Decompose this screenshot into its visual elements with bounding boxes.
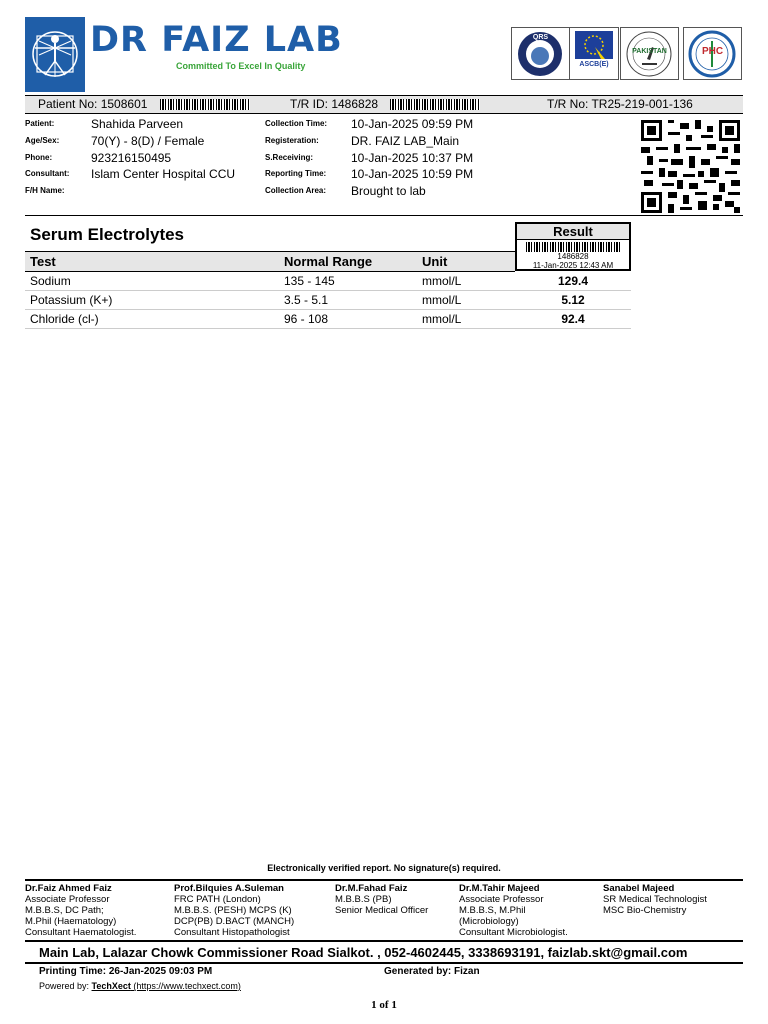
result-header-label: Result bbox=[517, 224, 629, 240]
result-column-header bbox=[515, 222, 631, 271]
consultant-label: Consultant: bbox=[25, 169, 70, 178]
unit: mmol/L bbox=[422, 293, 462, 307]
result-sample-id: 1486828 bbox=[557, 252, 589, 261]
techxect-url[interactable]: (https://www.techxect.com) bbox=[130, 981, 241, 991]
unit: mmol/L bbox=[422, 274, 462, 288]
footer-divider-middle bbox=[25, 940, 743, 942]
footer-divider-bottom bbox=[25, 962, 743, 964]
tr-id-barcode bbox=[390, 96, 480, 113]
table-row bbox=[25, 291, 631, 310]
column-header-test: Test bbox=[30, 254, 56, 269]
result-value: 92.4 bbox=[561, 312, 585, 326]
powered-by-prefix: Powered by: bbox=[39, 981, 92, 991]
doctor-credential: Associate Professor bbox=[25, 894, 110, 905]
patient-number: Patient No: 1508601 bbox=[38, 97, 148, 111]
test-name: Chloride (cl-) bbox=[30, 312, 99, 326]
result-value: 5.12 bbox=[561, 293, 585, 307]
doctor-credential: Consultant Haematologist. bbox=[25, 927, 137, 938]
registration-label: Registeration: bbox=[265, 136, 319, 145]
normal-range: 135 - 145 bbox=[284, 274, 335, 288]
results-table-header bbox=[25, 251, 515, 272]
pakistan-quality-badge bbox=[620, 27, 679, 80]
normal-range: 3.5 - 5.1 bbox=[284, 293, 329, 307]
patient-label: Patient: bbox=[25, 119, 55, 128]
collection-area-label: Collection Area: bbox=[265, 186, 327, 195]
age-sex-label: Age/Sex: bbox=[25, 136, 60, 145]
techxect-link[interactable]: TechXect bbox=[91, 981, 131, 991]
tr-id: T/R ID: 1486828 bbox=[290, 97, 379, 111]
fh-name-label: F/H Name: bbox=[25, 186, 65, 195]
doctor-name: Dr.Faiz Ahmed Faiz bbox=[25, 883, 112, 894]
reporting-time-label: Reporting Time: bbox=[265, 169, 327, 178]
qrs-certification-badge bbox=[511, 27, 570, 80]
ascb-badge-label: ASCB(E) bbox=[579, 61, 609, 68]
doctor-signatory bbox=[174, 883, 294, 938]
doctor-credential: DCP(PB) D.BACT (MANCH) bbox=[174, 916, 295, 927]
printing-time: Printing Time: 26-Jan-2025 09:03 PM bbox=[39, 966, 213, 977]
s-receiving-value: 10-Jan-2025 10:37 PM bbox=[351, 151, 474, 165]
doctor-credential: MSC Bio-Chemistry bbox=[603, 905, 687, 916]
doctor-name: Sanabel Majeed bbox=[603, 883, 675, 894]
result-value: 129.4 bbox=[557, 274, 589, 288]
lab-tagline: Committed To Excel In Quality bbox=[176, 61, 306, 71]
ascb-seal-icon bbox=[571, 29, 617, 78]
doctor-credential: M.B.B.S. (PESH) MCPS (K) bbox=[174, 905, 292, 916]
doctor-credential: Consultant Histopathologist bbox=[174, 927, 290, 938]
reporting-time-value: 10-Jan-2025 10:59 PM bbox=[351, 167, 474, 181]
table-row bbox=[25, 272, 631, 291]
doctor-name: Dr.M.Tahir Majeed bbox=[459, 883, 540, 894]
doctor-credential: (Microbiology) bbox=[459, 916, 519, 927]
ascb-certification-badge bbox=[569, 27, 619, 80]
doctor-signatory bbox=[25, 883, 136, 938]
doctor-credential: Senior Medical Officer bbox=[335, 905, 429, 916]
normal-range: 96 - 108 bbox=[284, 312, 329, 326]
doctor-signatory bbox=[603, 883, 707, 916]
powered-by bbox=[39, 981, 241, 991]
generated-by: Generated by: Fizan bbox=[384, 966, 480, 977]
vitruvian-logo-icon bbox=[25, 17, 85, 92]
qr-code-icon bbox=[641, 120, 740, 213]
lab-address: Main Lab, Lalazar Chowk Commissioner Road Sialkot. , 052-4602445, 3338693191, faizlab.skt@gmail.com bbox=[39, 945, 688, 960]
table-row bbox=[25, 310, 631, 329]
phone-label: Phone: bbox=[25, 153, 53, 162]
phc-certification-badge bbox=[683, 27, 742, 80]
lab-name: DR FAIZ LAB bbox=[90, 20, 343, 60]
phc-badge-label: PHC bbox=[701, 46, 724, 57]
doctor-credential: Consultant Microbiologist. bbox=[459, 927, 568, 938]
collection-time-label: Collection Time: bbox=[265, 119, 328, 128]
pakistan-badge-label: PAKISTAN bbox=[632, 48, 667, 55]
registration-value: DR. FAIZ LAB_Main bbox=[351, 134, 460, 148]
result-barcode bbox=[526, 242, 620, 252]
collection-time-value: 10-Jan-2025 09:59 PM bbox=[351, 117, 474, 131]
collection-area-value: Brought to lab bbox=[351, 184, 426, 198]
verification-note: Electronically verified report. No signature(s) required. bbox=[267, 863, 501, 873]
age-sex-value: 70(Y) - 8(D) / Female bbox=[91, 134, 205, 148]
tr-number: T/R No: TR25-219-001-136 bbox=[547, 97, 693, 111]
test-name: Potassium (K+) bbox=[30, 293, 113, 307]
header-divider bbox=[25, 215, 743, 216]
doctor-name: Dr.M.Fahad Faiz bbox=[335, 883, 408, 894]
result-timestamp: 11-Jan-2025 12:43 AM bbox=[532, 261, 614, 270]
footer-divider-top bbox=[25, 879, 743, 881]
s-receiving-label: S.Receiving: bbox=[265, 153, 314, 162]
lab-logo bbox=[25, 17, 85, 92]
doctor-credential: Associate Professor bbox=[459, 894, 544, 905]
doctor-credential: M.B.B.S, M.Phil bbox=[459, 905, 526, 916]
doctor-signatory bbox=[335, 883, 428, 916]
unit: mmol/L bbox=[422, 312, 462, 326]
doctor-credential: SR Medical Technologist bbox=[603, 894, 707, 905]
doctor-credential: M.B.B.S (PB) bbox=[335, 894, 392, 905]
doctor-credential: FRC PATH (London) bbox=[174, 894, 261, 905]
doctor-credential: M.Phil (Haematology) bbox=[25, 916, 117, 927]
qrs-badge-label: QRS bbox=[532, 34, 549, 41]
doctor-credential: M.B.B.S, DC Path; bbox=[25, 905, 104, 916]
page-number: 1 of 1 bbox=[371, 999, 397, 1011]
patient-name: Shahida Parveen bbox=[91, 117, 184, 131]
doctor-signatory bbox=[459, 883, 568, 938]
id-bar bbox=[25, 95, 743, 114]
report-title: Serum Electrolytes bbox=[30, 225, 185, 244]
column-header-normal-range: Normal Range bbox=[284, 254, 373, 269]
patient-barcode bbox=[160, 96, 250, 113]
consultant-value: Islam Center Hospital CCU bbox=[91, 167, 236, 181]
doctor-name: Prof.Bilquies A.Suleman bbox=[174, 883, 284, 894]
column-header-unit: Unit bbox=[422, 254, 448, 269]
phone-value: 923216150495 bbox=[91, 151, 172, 165]
test-name: Sodium bbox=[30, 274, 71, 288]
